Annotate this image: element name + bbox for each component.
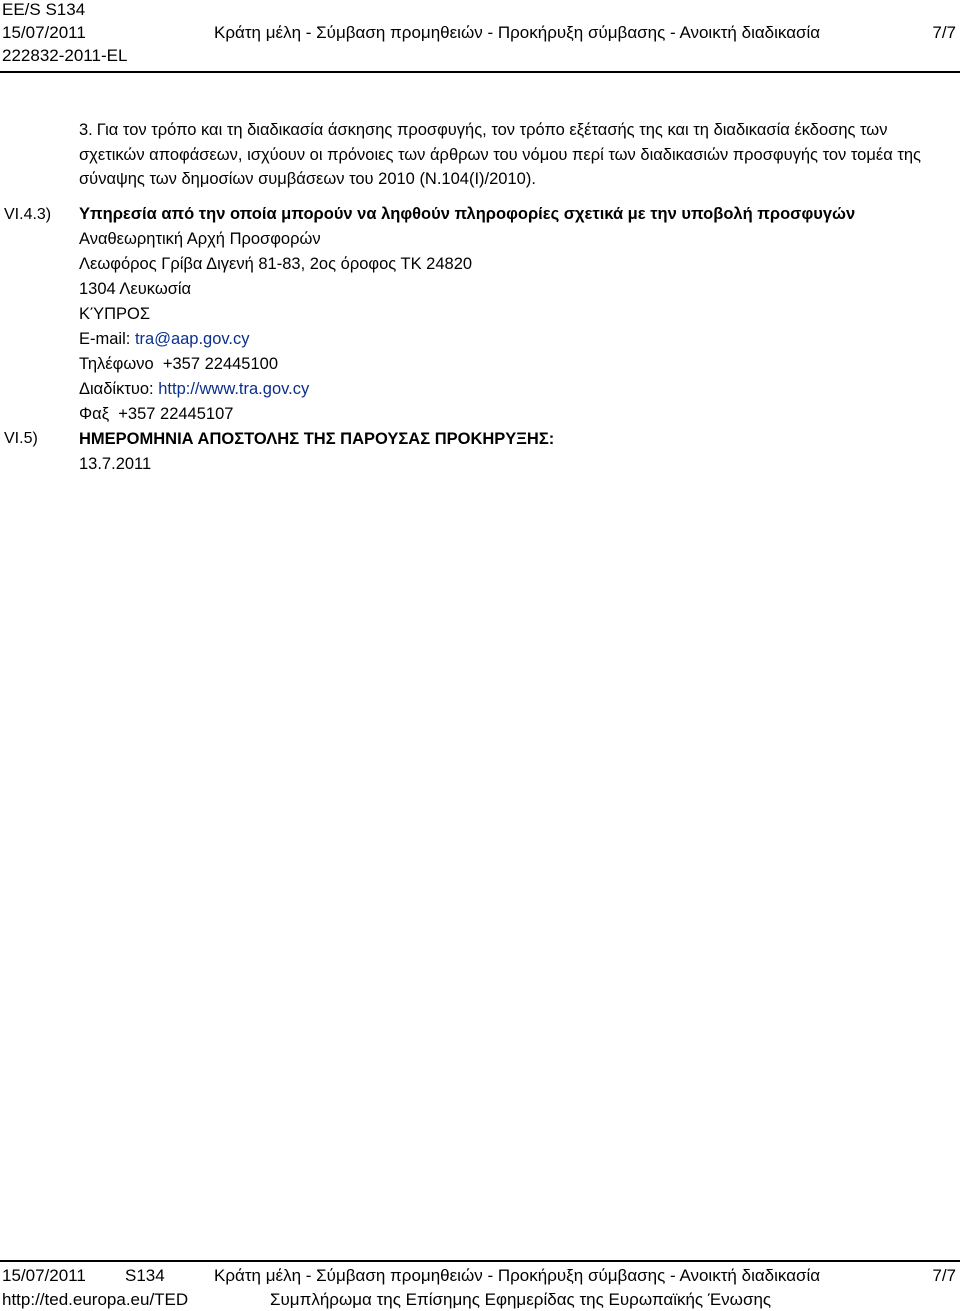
email-row xyxy=(79,327,953,352)
page-header xyxy=(0,0,960,72)
header-page-number: 7/7 xyxy=(932,23,956,42)
footer-title: Κράτη μέλη - Σύμβαση προμηθειών - Προκήρυξη σύμβασης - Ανοικτή διαδικασία xyxy=(214,1266,821,1285)
dispatch-date: 13.7.2011 xyxy=(79,455,152,473)
fax-row xyxy=(79,402,953,427)
section-vi5 xyxy=(79,427,953,477)
email-label: E-mail: xyxy=(79,330,131,348)
dispatch-date-heading: ΗΜΕΡΟΜΗΝΙΑ ΑΠΟΣΤΟΛΗΣ ΤΗΣ ΠΑΡΟΥΣΑΣ ΠΡΟΚΗΡΥΞΗΣ: xyxy=(79,430,555,448)
page-footer xyxy=(0,1263,960,1311)
fax-value: +357 22445107 xyxy=(118,405,234,423)
footer-divider xyxy=(0,1260,960,1262)
header-divider xyxy=(0,71,960,73)
fax-label: Φαξ xyxy=(79,405,110,423)
internet-link[interactable]: http://www.tra.gov.cy xyxy=(158,380,310,398)
internet-label: Διαδίκτυο: xyxy=(79,380,154,398)
footer-page-number: 7/7 xyxy=(932,1266,956,1285)
paragraph-3 xyxy=(79,118,953,192)
doc-code: EE/S S134 xyxy=(2,0,86,19)
city: 1304 Λευκωσία xyxy=(79,280,192,298)
organisation-name: Αναθεωρητική Αρχή Προσφορών xyxy=(79,230,321,248)
section-heading: Υπηρεσία από την οποία μπορούν να ληφθούν πληροφορίες σχετικά με την υποβολή προσφυγών xyxy=(79,205,856,223)
notice-id: 222832-2011-EL xyxy=(2,46,128,65)
phone-value: +357 22445100 xyxy=(162,355,279,373)
paragraph-text: Για τον τρόπο και τη διαδικασία άσκησης προσφυγής, τον τρόπο εξέτασής της και τη διαδικασία έκδοσης των σχετικών αποφάσεων, ισχύουν οι πρόνοιες των άρθρων του νόμου περί των διαδικασιών προσφυγής τον τομέα της σύναψης των δημοσίων συμβάσεων του 2010 (Ν.104(Ι)/2010). xyxy=(79,121,921,188)
footer-url[interactable]: http://ted.europa.eu/TED xyxy=(2,1290,189,1309)
paragraph-number: 3. xyxy=(79,121,93,139)
country: ΚΎΠΡΟΣ xyxy=(79,305,151,323)
section-label-vi5: VI.5) xyxy=(4,430,38,447)
street-address: Λεωφόρος Γρίβα Διγενή 81-83, 2ος όροφος ΤΚ 24820 xyxy=(79,255,473,273)
footer-date: 15/07/2011 xyxy=(2,1266,86,1285)
email-link[interactable]: tra@aap.gov.cy xyxy=(134,330,250,348)
header-title: Κράτη μέλη - Σύμβαση προμηθειών - Προκήρυξη σύμβασης - Ανοικτή διαδικασία xyxy=(214,23,821,42)
phone-row xyxy=(79,352,953,377)
section-vi43 xyxy=(79,202,953,427)
section-label-vi43: VI.4.3) xyxy=(4,206,52,223)
header-date: 15/07/2011 xyxy=(2,23,86,42)
footer-code: S134 xyxy=(125,1266,165,1285)
footer-supplement: Συμπλήρωμα της Επίσημης Εφημερίδας της Ευρωπαϊκής Ένωσης xyxy=(270,1290,772,1309)
internet-row xyxy=(79,377,953,402)
phone-label: Τηλέφωνο xyxy=(79,355,154,373)
